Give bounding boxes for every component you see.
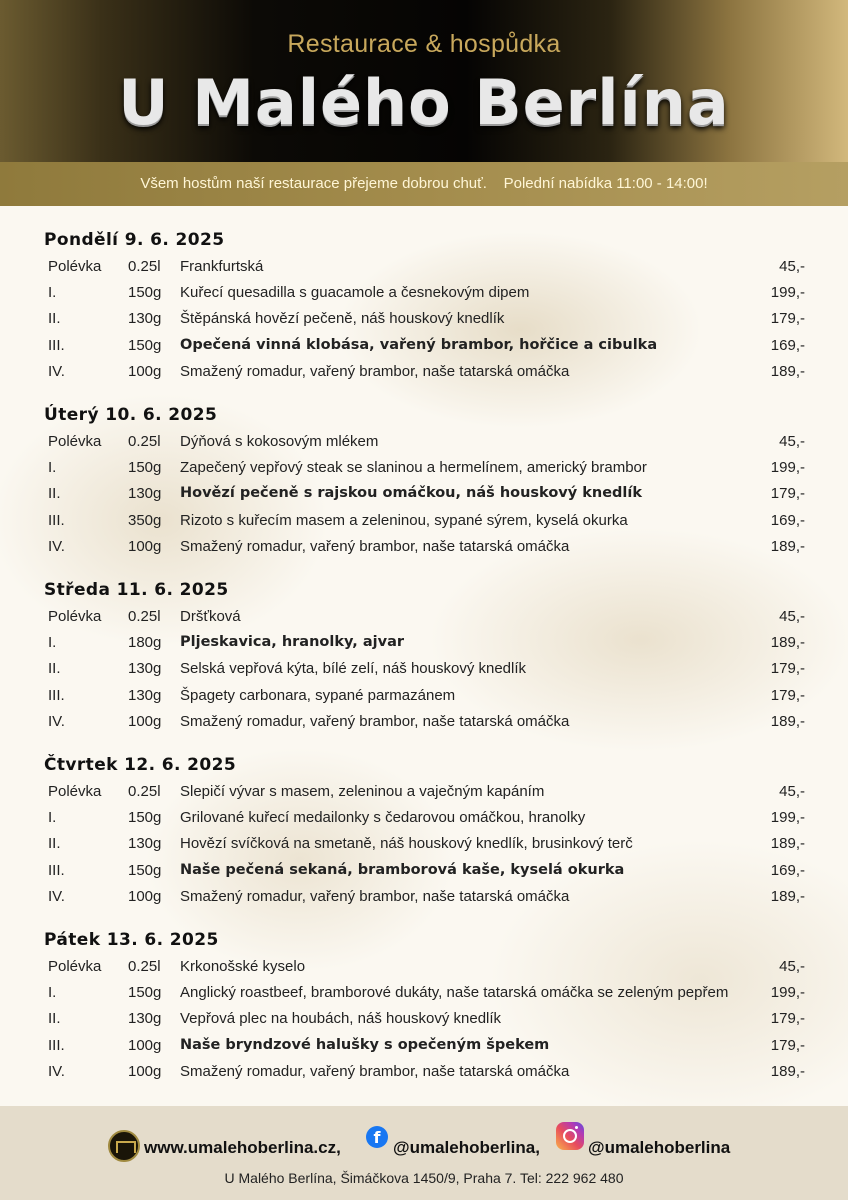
dish-name: Naše bryndzové halušky s opečeným špekem (180, 1036, 550, 1053)
dish-price: 179,- (770, 660, 805, 678)
menu-row (0, 1037, 848, 1063)
menu-row (0, 687, 848, 713)
dish-name: Štěpánská hovězí pečeně, náš houskový knedlík (180, 310, 505, 328)
facebook-handle[interactable]: @umalehoberlina, (393, 1138, 540, 1157)
dish-price: 189,- (770, 362, 805, 380)
portion-size: 150g (128, 284, 162, 302)
dish-name: Krkonošské kyselo (180, 958, 306, 975)
day-section (0, 928, 848, 1103)
menu-row (0, 1010, 848, 1036)
dish-name: Naše pečená sekaná, bramborová kaše, kyselá okurka (180, 861, 625, 878)
portion-size: 100g (128, 537, 162, 555)
menu-row (0, 538, 848, 564)
dish-price: 189,- (770, 1062, 805, 1080)
course-label: Polévka (48, 433, 102, 450)
dish-name: Grilované kuřecí medailonky s čedarovou omáčkou, hranolky (180, 809, 586, 827)
course-label: I. (48, 459, 57, 477)
course-label: IV. (48, 1062, 65, 1080)
day-section (0, 753, 848, 928)
dish-name: Vepřová plec na houbách, náš houskový knedlík (180, 1010, 502, 1028)
menu-row (0, 485, 848, 511)
course-label: Polévka (48, 608, 102, 625)
restaurant-name: U Malého Berlína (118, 66, 730, 139)
dish-name: Anglický roastbeef, bramborové dukáty, naše tatarská omáčka se zeleným pepřem (180, 984, 729, 1002)
contact-line (108, 1130, 808, 1166)
portion-size: 130g (128, 310, 162, 328)
dish-name: Smažený romadur, vařený brambor, naše tatarská omáčka (180, 887, 570, 905)
portion-size: 130g (128, 835, 162, 853)
course-label: II. (48, 1010, 61, 1028)
portion-size: 130g (128, 686, 162, 704)
course-label: IV. (48, 887, 65, 905)
dish-price: 199,- (770, 284, 805, 302)
portion-size: 150g (128, 336, 162, 354)
portion-size: 0.25l (128, 958, 161, 975)
menu-row (0, 258, 848, 284)
website-link[interactable]: www.umalehoberlina.cz, (144, 1138, 341, 1157)
address: U Malého Berlína, Šimáčkova 1450/9, Praha 7. Tel: 222 962 480 (224, 1170, 624, 1186)
dish-price: 179,- (770, 485, 805, 503)
dish-name: Smažený romadur, vařený brambor, naše tatarská omáčka (180, 537, 570, 555)
dish-price: 45,- (779, 433, 805, 450)
menu-row (0, 512, 848, 538)
day-title: Pátek 13. 6. 2025 (44, 930, 219, 950)
dish-price: 45,- (779, 783, 805, 800)
menu-row (0, 363, 848, 389)
portion-size: 0.25l (128, 783, 161, 800)
dish-price: 189,- (770, 537, 805, 555)
portion-size: 100g (128, 887, 162, 905)
header-subtitle: Restaurace & hospůdka (287, 30, 561, 58)
menu-row (0, 809, 848, 835)
day-section (0, 578, 848, 753)
course-label: II. (48, 485, 61, 503)
portion-size: 150g (128, 809, 162, 827)
dish-price: 169,- (770, 511, 805, 529)
course-label: I. (48, 634, 57, 652)
day-title: Pondělí 9. 6. 2025 (44, 230, 225, 250)
menu-row (0, 660, 848, 686)
dish-price: 199,- (770, 459, 805, 477)
dish-name: Hovězí pečeně s rajskou omáčkou, náš houskový knedlík (180, 485, 642, 502)
menu-row (0, 888, 848, 914)
day-section (0, 228, 848, 403)
dish-name: Špagety carbonara, sypané parmazánem (180, 686, 456, 704)
course-label: III. (48, 336, 65, 354)
course-label: IV. (48, 712, 65, 730)
instagram-icon[interactable] (556, 1122, 584, 1150)
portion-size: 0.25l (128, 258, 161, 275)
dish-price: 169,- (770, 861, 805, 879)
dish-price: 179,- (770, 1010, 805, 1028)
menu-row (0, 608, 848, 634)
menu-row (0, 835, 848, 861)
course-label: I. (48, 809, 57, 827)
portion-size: 100g (128, 362, 162, 380)
course-label: II. (48, 310, 61, 328)
menu-row (0, 337, 848, 363)
restaurant-logo-icon (108, 1130, 140, 1162)
menu-row (0, 284, 848, 310)
dish-price: 45,- (779, 608, 805, 625)
day-section (0, 403, 848, 578)
dish-name: Rizoto s kuřecím masem a zeleninou, sypané sýrem, kyselá okurka (180, 511, 628, 529)
dish-price: 179,- (770, 310, 805, 328)
day-title: Úterý 10. 6. 2025 (44, 405, 218, 425)
dish-name: Dýňová s kokosovým mlékem (180, 433, 379, 450)
dish-name: Frankfurtská (180, 258, 264, 275)
dish-price: 199,- (770, 809, 805, 827)
portion-size: 130g (128, 660, 162, 678)
dish-name: Slepičí vývar s masem, zeleninou a vaječným kapáním (180, 783, 545, 800)
dish-price: 189,- (770, 835, 805, 853)
menu-row (0, 984, 848, 1010)
weekly-menu (0, 228, 848, 1103)
menu-row (0, 713, 848, 739)
course-label: Polévka (48, 958, 102, 975)
dish-price: 45,- (779, 958, 805, 975)
dish-price: 45,- (779, 258, 805, 275)
dish-name: Zapečený vepřový steak se slaninou a hermelínem, americký brambor (180, 459, 647, 477)
dish-name: Kuřecí quesadilla s guacamole a česnekovým dipem (180, 284, 530, 302)
dish-name: Pljeskavica, hranolky, ajvar (180, 634, 404, 651)
footer (0, 1106, 848, 1200)
portion-size: 150g (128, 861, 162, 879)
dish-price: 179,- (770, 686, 805, 704)
course-label: I. (48, 284, 57, 302)
greeting-band (0, 162, 848, 206)
portion-size: 150g (128, 984, 162, 1002)
course-label: Polévka (48, 258, 102, 275)
facebook-icon[interactable]: f (366, 1126, 388, 1148)
menu-row (0, 958, 848, 984)
dish-name: Opečená vinná klobása, vařený brambor, hořčice a cibulka (180, 336, 658, 353)
dish-price: 189,- (770, 712, 805, 730)
course-label: II. (48, 660, 61, 678)
menu-row (0, 1063, 848, 1089)
portion-size: 130g (128, 1010, 162, 1028)
menu-row (0, 634, 848, 660)
dish-price: 169,- (770, 336, 805, 354)
dish-price: 189,- (770, 634, 805, 652)
day-title: Středa 11. 6. 2025 (44, 580, 229, 600)
portion-size: 130g (128, 485, 162, 503)
course-label: III. (48, 686, 65, 704)
header (0, 0, 848, 162)
course-label: I. (48, 984, 57, 1002)
dish-name: Smažený romadur, vařený brambor, naše tatarská omáčka (180, 1062, 570, 1080)
menu-row (0, 433, 848, 459)
dish-price: 189,- (770, 887, 805, 905)
instagram-handle[interactable]: @umalehoberlina (588, 1138, 731, 1157)
course-label: III. (48, 1036, 65, 1054)
dish-price: 199,- (770, 984, 805, 1002)
course-label: IV. (48, 537, 65, 555)
portion-size: 150g (128, 459, 162, 477)
dish-name: Dršťková (180, 608, 241, 625)
course-label: II. (48, 835, 61, 853)
portion-size: 0.25l (128, 608, 161, 625)
menu-row (0, 459, 848, 485)
portion-size: 100g (128, 712, 162, 730)
dish-name: Smažený romadur, vařený brambor, naše tatarská omáčka (180, 712, 570, 730)
dish-name: Hovězí svíčková na smetaně, náš houskový knedlík, brusinkový terč (180, 835, 633, 853)
menu-row (0, 862, 848, 888)
menu-row (0, 310, 848, 336)
portion-size: 100g (128, 1062, 162, 1080)
greeting-text: Všem hostům naší restaurace přejeme dobrou chuť. Polední nabídka 11:00 - 14:00! (140, 175, 708, 192)
dish-name: Smažený romadur, vařený brambor, naše tatarská omáčka (180, 362, 570, 380)
dish-name: Selská vepřová kýta, bílé zelí, náš houskový knedlík (180, 660, 527, 678)
portion-size: 0.25l (128, 433, 161, 450)
course-label: Polévka (48, 783, 102, 800)
dish-price: 179,- (770, 1036, 805, 1054)
course-label: IV. (48, 362, 65, 380)
portion-size: 100g (128, 1036, 162, 1054)
day-title: Čtvrtek 12. 6. 2025 (44, 755, 237, 775)
portion-size: 180g (128, 634, 162, 652)
course-label: III. (48, 511, 65, 529)
course-label: III. (48, 861, 65, 879)
portion-size: 350g (128, 511, 162, 529)
menu-row (0, 783, 848, 809)
